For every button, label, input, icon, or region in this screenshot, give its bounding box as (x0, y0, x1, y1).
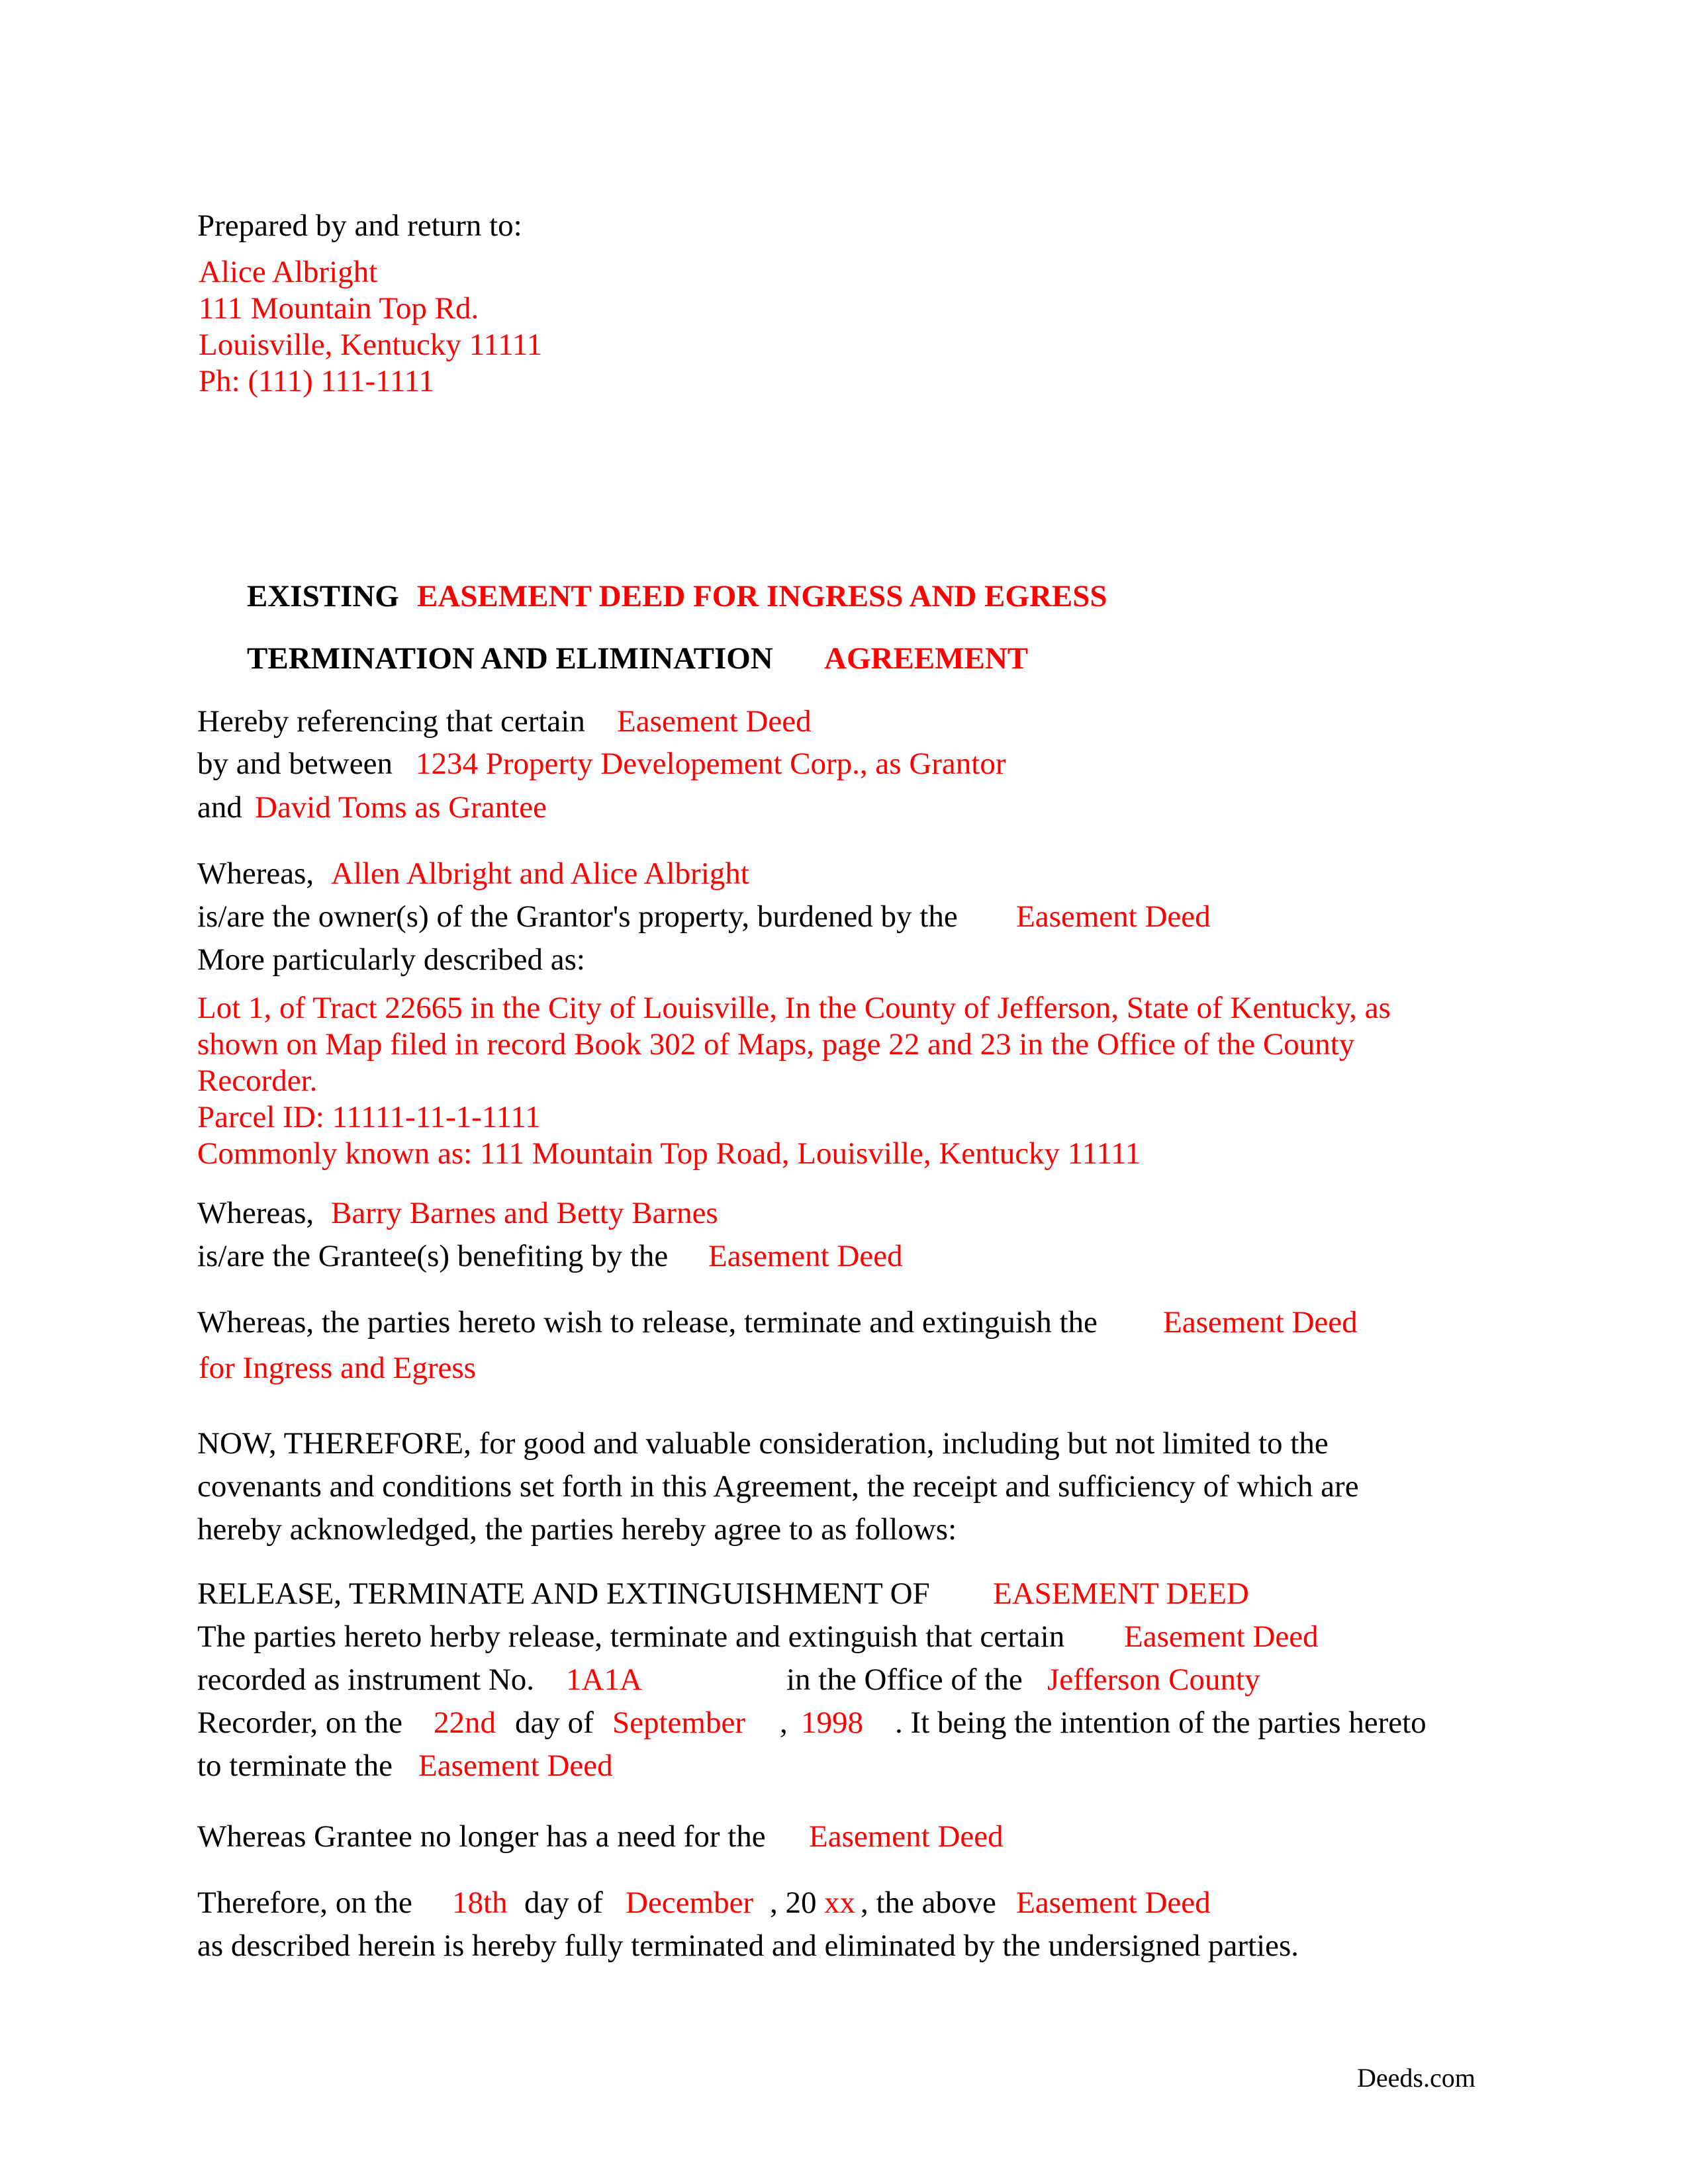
title-line2-prefix: TERMINATION AND ELIMINATION (247, 641, 773, 676)
legal-line2: shown on Map filed in record Book 302 of Maps, page 22 and 23 in the Office of the County (197, 1027, 1355, 1062)
now-therefore-line3: hereby acknowledged, the parties hereby agree to as follows: (197, 1512, 957, 1547)
office-label: in the Office of the (786, 1662, 1023, 1697)
now-therefore-line1: NOW, THEREFORE, for good and valuable consideration, including but not limited to the (197, 1426, 1329, 1461)
preparer-address-line1: 111 Mountain Top Rd. (199, 291, 479, 326)
described-label: More particularly described as: (197, 942, 585, 977)
title-line1-deed: EASEMENT DEED FOR INGRESS AND EGRESS (417, 579, 1107, 614)
prepared-label: Prepared by and return to: (197, 208, 522, 243)
recorded-year: 1998 (801, 1706, 863, 1740)
final-above: , the above (861, 1886, 996, 1920)
release-heading: RELEASE, TERMINATE AND EXTINGUISHMENT OF (197, 1576, 930, 1611)
final-day: 18th (452, 1886, 508, 1920)
title-line2-agreement: AGREEMENT (824, 641, 1029, 676)
recorded-label: recorded as instrument No. (197, 1662, 535, 1697)
final-closing: as described herein is hereby fully terminated and eliminated by the undersigned parties. (197, 1929, 1299, 1963)
terminate-label: to terminate the (197, 1749, 393, 1783)
owners-text: is/are the owner(s) of the Grantor's property, burdened by the (197, 899, 958, 934)
release-wish-text: Whereas, the parties hereto wish to release, terminate and extinguish the (197, 1305, 1098, 1340)
owners-whereas: Whereas, (197, 856, 314, 891)
final-year-suffix: xx (824, 1886, 855, 1920)
grantees-whereas: Whereas, (197, 1196, 314, 1230)
preparer-name: Alice Albright (199, 255, 378, 289)
now-therefore-line2: covenants and conditions set forth in this Agreement, the receipt and sufficiency of which are (197, 1469, 1359, 1504)
final-therefore: Therefore, on the (197, 1886, 412, 1920)
recorded-comma: , (780, 1706, 788, 1740)
final-year-prefix: , 20 (770, 1886, 817, 1920)
parcel-id: Parcel ID: 11111-11-1-1111 (197, 1100, 541, 1134)
common-address: Commonly known as: 111 Mountain Top Road, Louisville, Kentucky 11111 (197, 1136, 1141, 1171)
recorded-day-of: day of (515, 1706, 594, 1740)
and-label: and (197, 790, 242, 825)
recorded-day: 22nd (434, 1706, 496, 1740)
title-line1-prefix: EXISTING (247, 579, 399, 614)
intention-text: . It being the intention of the parties hereto (895, 1706, 1427, 1740)
grantees-deed: Easement Deed (708, 1239, 903, 1273)
grantor-name: 1234 Property Developement Corp., as Grantor (416, 747, 1006, 781)
final-month: December (626, 1886, 754, 1920)
reference-deed: Easement Deed (617, 704, 812, 739)
no-need-text: Whereas Grantee no longer has a need for the (197, 1819, 766, 1854)
grantees-names: Barry Barnes and Betty Barnes (331, 1196, 718, 1230)
recorded-month: September (612, 1706, 745, 1740)
preparer-address-line2: Louisville, Kentucky 11111 (199, 328, 543, 362)
release-wish-deed: Easement Deed (1163, 1305, 1358, 1340)
no-need-deed: Easement Deed (809, 1819, 1004, 1854)
preparer-phone: Ph: (111) 111-1111 (199, 364, 434, 398)
instrument-number: 1A1A (566, 1662, 642, 1697)
legal-line1: Lot 1, of Tract 22665 in the City of Louisville, In the County of Jefferson, State of Kentucky, as (197, 991, 1391, 1025)
release-deed: Easement Deed (1124, 1619, 1319, 1654)
reference-label: Hereby referencing that certain (197, 704, 585, 739)
legal-line3: Recorder. (197, 1064, 318, 1098)
grantees-text: is/are the Grantee(s) benefiting by the (197, 1239, 669, 1273)
terminate-deed: Easement Deed (418, 1749, 613, 1783)
release-heading-deed: EASEMENT DEED (993, 1576, 1249, 1611)
county-name: Jefferson County (1047, 1662, 1260, 1697)
between-label: by and between (197, 747, 393, 781)
final-day-of: day of (524, 1886, 603, 1920)
grantee-name: David Toms as Grantee (255, 790, 547, 825)
owners-names: Allen Albright and Alice Albright (331, 856, 749, 891)
release-text: The parties hereto herby release, terminate and extinguish that certain (197, 1619, 1065, 1654)
owners-deed: Easement Deed (1016, 899, 1211, 934)
release-wish-deed-continued: for Ingress and Egress (199, 1351, 476, 1385)
final-deed: Easement Deed (1016, 1886, 1211, 1920)
recorder-label: Recorder, on the (197, 1706, 403, 1740)
footer-brand: Deeds.com (1357, 2063, 1476, 2093)
